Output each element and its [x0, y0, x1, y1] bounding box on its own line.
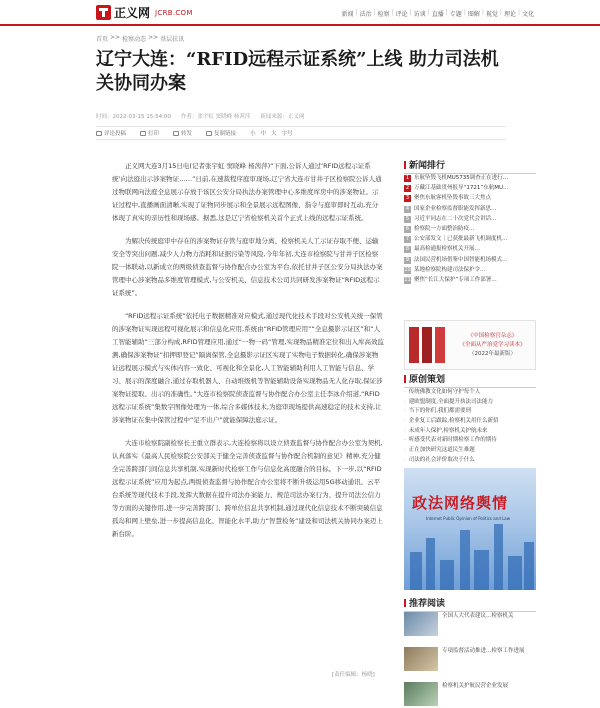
nav-separator: |	[499, 9, 502, 16]
strategy-heading-label: 原创策划	[409, 375, 446, 385]
nav-separator: |	[427, 9, 430, 16]
banner-subtitle: Internet Public Opinion of Politics and Law	[426, 516, 511, 521]
rank-title: 习近平同志在二十次党代会讲话…	[414, 215, 497, 222]
copy-link-label: 复制链接	[214, 131, 237, 137]
heading-bar-icon	[404, 375, 406, 383]
rank-item[interactable]	[404, 205, 536, 215]
share-icon	[173, 131, 179, 136]
rank-number: 10	[404, 266, 411, 273]
rank-title: 东航坠毁飞机MU5735调查正在进行…	[414, 175, 509, 181]
print-button[interactable]	[140, 129, 159, 137]
building-image	[508, 556, 522, 590]
recommend-title: 专项监督活动推进…检察工作进展	[442, 648, 525, 654]
nav-link[interactable]: 专题	[449, 11, 462, 18]
rank-number: 7	[405, 236, 410, 243]
rank-item[interactable]	[404, 184, 536, 194]
strategy-item[interactable]: · 未成年人保护,检察机关护航未来	[404, 427, 536, 437]
rank-title: 聚焦东航客机坠毁事故三大焦点	[414, 195, 492, 202]
nav-link[interactable]: 直播	[431, 11, 444, 18]
article-paragraph: 为解决传统庭审中存在的涉案物证存管与庭审地分离、检察机关人工示证存取不便、运输安全等突出问题,减少人力物力消耗和证据污染等风险,今年年初,大连市检察院与甘井子区检察院一体联动,以新成立的两级侦查监督与协作配合办公室为平台,依托甘井子区公安分局执法办案管理中心涉案物品多维度管理模式,与公安机关、信息技术公司共同研发涉案物证“RFID远程示证系统”。	[112, 237, 383, 297]
comment-label: 评论投稿	[104, 131, 127, 137]
link-icon	[206, 131, 212, 136]
font-medium-button[interactable]: 中	[260, 131, 267, 137]
rank-item[interactable]	[404, 266, 536, 276]
comment-icon	[96, 131, 102, 136]
nav-link[interactable]: 理论	[503, 11, 516, 18]
book-ad-text	[454, 332, 531, 359]
book-cover-image	[435, 327, 445, 363]
book-ad-line2: 《全面从严治党学习读本》	[459, 341, 526, 348]
breadcrumb-category[interactable]: 检察动态	[122, 36, 147, 43]
article-editor: [责任编辑：杨晓]	[332, 672, 375, 678]
breadcrumb-home[interactable]: 首页	[96, 36, 109, 43]
print-icon	[140, 131, 146, 136]
article-title: 辽宁大连：“RFID远程示证系统”上线 助力司法机关协同办案	[96, 49, 499, 94]
heading-bar-icon	[404, 599, 406, 607]
rank-item[interactable]	[404, 235, 536, 245]
article-body	[112, 160, 384, 551]
rank-item[interactable]	[404, 256, 536, 266]
rank-number: 4	[405, 205, 410, 212]
article-author: 作者：张宇虹 窦晓峰 杨茜萍	[180, 114, 251, 120]
strategy-list	[404, 388, 536, 466]
rank-item[interactable]	[404, 276, 536, 286]
rank-title: 万藏江基础贯州报导“1721”东航MU…	[414, 185, 509, 192]
nav-separator: |	[373, 9, 376, 16]
banner-title: 政法网络舆情	[412, 494, 509, 512]
rank-item[interactable]	[404, 245, 536, 255]
recommend-title: 检察机关护航民营企业发展	[442, 683, 509, 689]
strategy-item[interactable]: · 听感受代表对新时期检察工作的期待	[404, 436, 536, 446]
logo-name: 正义网	[114, 6, 151, 20]
rank-number: 5	[405, 215, 410, 222]
strategy-item[interactable]: · 正在加快研究这道民生难题	[404, 446, 536, 456]
share-button[interactable]	[173, 129, 192, 137]
rank-item[interactable]	[404, 215, 536, 225]
nav-separator: |	[481, 9, 484, 16]
rank-title: 最高检通报检察机关开展…	[414, 246, 481, 253]
nav-link[interactable]: 视觉	[485, 11, 498, 18]
nav-separator: |	[391, 9, 394, 16]
recommend-thumbnail	[404, 612, 438, 636]
recommend-item[interactable]	[404, 647, 536, 675]
breadcrumb-sep: >>	[110, 34, 121, 41]
rank-item[interactable]	[404, 174, 536, 184]
rank-title: 某地检察院构建司法保护令…	[414, 266, 486, 273]
nav-separator: |	[463, 9, 466, 16]
recommend-heading-label: 推荐阅读	[409, 599, 446, 609]
article-toolbar	[96, 126, 506, 140]
rank-title: 公安部发文｜已获批最新飞机调度机…	[414, 236, 508, 243]
building-image	[410, 552, 422, 590]
logo-icon	[96, 5, 111, 20]
strategy-item[interactable]: · 司法的社会评价取决于什么	[404, 456, 536, 466]
book-cover-image	[422, 327, 432, 363]
building-image	[494, 524, 503, 590]
recommend-heading	[404, 596, 536, 612]
nav-separator: |	[445, 9, 448, 16]
rank-number: 11	[404, 276, 411, 283]
font-size-controls	[250, 129, 293, 137]
recommend-item[interactable]	[404, 682, 536, 708]
building-image	[524, 542, 534, 590]
font-small-button[interactable]: 小	[250, 131, 256, 137]
nav-link[interactable]: 法治	[359, 11, 372, 18]
recommend-thumbnail	[404, 682, 438, 706]
rank-number: 9	[405, 256, 410, 263]
rank-number: 3	[405, 195, 410, 202]
comment-button[interactable]	[96, 129, 126, 137]
recommend-list	[404, 612, 536, 708]
strategy-item[interactable]: · 企业复工后跟踪,检察机关用什么新招	[404, 417, 536, 427]
rank-title: 国家企业检察监督职能发挥新思…	[414, 205, 497, 212]
recommend-thumbnail	[404, 647, 438, 671]
site-logo[interactable]	[96, 4, 193, 21]
article-paragraph: 正义网大连3月15日电(记者张宇虹 窦晓峰 杨茜萍)“下面,公诉人通过‘RFID远程示证系统’向法庭出示涉案物证……”日前,在速裁程序庭审现场,辽宁省大连市甘井子区检察院公诉人通过物联网向法庭全息展示存放于该区公安分局执法办案管理中心多维度库房中的涉案物证。示证过程中,直播画面清晰,实现了证物同步展示和全景展示远程图像、指令与庭审即时互动,充分体现了真实的亲历性和现场感。据悉,这是辽宁省检察机关首个正式上线的远程示证系统。	[112, 162, 382, 222]
article-meta	[96, 112, 304, 120]
font-large-button[interactable]: 大	[271, 131, 277, 137]
nav-link[interactable]: 访谈	[413, 11, 426, 18]
nav-link[interactable]: 文化	[521, 11, 534, 18]
rank-item[interactable]	[404, 225, 536, 235]
article-source: 新闻来源：正义网	[260, 114, 305, 120]
breadcrumb-subcategory[interactable]: 基层扶讯	[160, 36, 185, 43]
rank-title: 检察院一方面整治防疫…	[414, 225, 475, 232]
rank-heading	[404, 158, 536, 174]
nav-separator: |	[355, 9, 358, 16]
book-cover-image	[409, 327, 419, 363]
article-paragraph: 大连市检察院副检察长王重立群表示,大连检察将以设立侦查监督与协作配合办公室为契机,认真落实《最高人民检察院公安部关于健全完善侦查监督与协作配合机制的意见》精神,充分健全完善跨部门间信息共享机制,实现新时代检察工作与信息化高度融合的目标。下一步,以“RFID远程示证系统”应用为起点,两级侦查监督与协作配合办公室将不断升级运用5G移动通讯、云平台系统等现代技术手段,发挥大数据在提升司法办案能力、规范司法办案行为、提升司法公信力等方面的关键作用,进一步完善跨部门、跨单位信息共享机制,通过现代化信息技术不断突破信息孤岛和网上壁垒,进一步提高信息化、智能化水平,助力“智慧检务”建设和司法机关协同办案迈上新台阶。	[112, 439, 383, 538]
nav-link[interactable]: 检察	[377, 11, 390, 18]
rank-item[interactable]	[404, 194, 536, 204]
rank-number: 8	[405, 246, 410, 253]
breadcrumb-sep: >>	[148, 34, 159, 41]
strategy-item[interactable]: · 建欧盟制度,全面提升执法司法能力	[404, 398, 536, 408]
rank-title: 法国民营机场借鉴中国智能机场模式…	[414, 256, 508, 263]
rank-list	[404, 174, 536, 286]
rank-number: 1	[405, 175, 410, 181]
strategy-item[interactable]: · 当下的你们,我们都需要刑	[404, 407, 536, 417]
recommend-title: 全国人大代表建议…检察机关	[442, 613, 514, 619]
recommend-item[interactable]	[404, 612, 536, 640]
public-opinion-banner[interactable]	[404, 468, 536, 590]
rank-number: 6	[405, 225, 410, 232]
share-label: 转发	[181, 131, 193, 137]
book-ad-line1: 《中国检察官杂志》	[467, 332, 518, 339]
building-image	[440, 560, 454, 590]
nav-link[interactable]: 新闻	[341, 11, 354, 18]
nav-link[interactable]: 图解	[467, 11, 480, 18]
article-paragraph: “RFID远程示证系统”依托电子数据精准对应模式,通过现代化技术手段对公安机关统一保管的涉案物证实现远程可视化展示和信息化应用,系统由“RFID管理应用”“全息摄影示证区”和“人工智能辅助”三部分构成,RFID管理应用,通过“一物一码”管理,实现物品精准定位和出入库高效监测,确保涉案物证“扣押即登记”隔离保管,全息摄影示证区实现了实物电子数据转化,确保涉案物证远程展示模式与实体内容一致化、可视化和全景化,人工智能辅助利用人工智能与信息、学习、展示的深度融合,通过存取机器人、自动堆级机等智能辅助设备实现物品无人化存取,保证涉案物证提取、出示的准确性。”大连市检察院侦查监督与协作配合办公室主任李冰介绍道,“RFID远程示证系统”集数字图像处理为一体,综合多媒体技术,为庭审现场提供高速稳定的技术支持,让涉案物证在集中保管过程中“足不出户”就能保障法庭示证。	[112, 312, 384, 424]
copy-link-button[interactable]	[206, 129, 236, 137]
font-size-label: 字号	[281, 131, 293, 137]
strategy-item[interactable]: · 传统佛教文化如何守护每个人	[404, 388, 536, 398]
nav-separator: |	[517, 9, 520, 16]
rank-number: 2	[405, 185, 410, 192]
rank-title: 聚焦“长江大保护”专项工作部署…	[414, 276, 497, 283]
building-image	[460, 530, 470, 590]
building-image	[426, 538, 435, 590]
breadcrumb	[96, 34, 184, 43]
top-nav	[342, 9, 534, 18]
site-header	[0, 0, 600, 26]
strategy-heading	[404, 372, 536, 388]
nav-separator: |	[409, 9, 412, 16]
heading-bar-icon	[404, 161, 406, 169]
logo-domain: JCRB.COM	[155, 8, 193, 17]
book-ad[interactable]	[404, 320, 536, 370]
book-ad-line3: （2022年最新版）	[469, 350, 516, 357]
print-label: 打印	[148, 131, 160, 137]
building-image	[474, 550, 489, 590]
article-time: 时间：2022-03-15 15:54:00	[96, 114, 171, 120]
rank-heading-label: 新闻排行	[409, 161, 446, 171]
nav-link[interactable]: 评论	[395, 11, 408, 18]
